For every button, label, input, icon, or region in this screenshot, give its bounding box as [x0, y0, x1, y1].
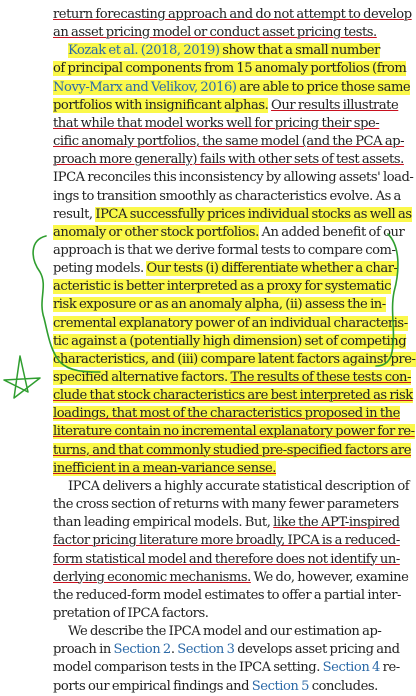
underlined-text: that while that model works well for pricing their spe- [53, 115, 380, 131]
underlined-text: derlying economic mechanisms. [53, 569, 251, 585]
text-line [53, 224, 405, 242]
text-line [53, 79, 411, 97]
text-line [53, 423, 415, 441]
highlighted-text: anomaly or other stock portfolios. [53, 224, 259, 240]
text-line [53, 188, 401, 206]
text-line [53, 514, 400, 532]
text-line [53, 333, 407, 351]
highlighted-text: are able to price those same [236, 79, 411, 95]
highlighted-text: turns, and that commonly studied pre-specified factors are [53, 442, 412, 458]
text-line [53, 133, 405, 151]
text-segment: We do, however, examine [250, 569, 409, 585]
text-line [53, 296, 393, 314]
highlighted-text: portfolios with insignificant alphas. [53, 97, 269, 113]
underlined-text: form statistical model and therefore does not identify un- [53, 551, 400, 567]
highlighted-text: Our tests (i) differentiate whether a char- [146, 261, 398, 277]
text-segment: ports our empirical findings and [53, 678, 252, 694]
text-line [53, 206, 412, 224]
underlined-text: an asset pricing model or conduct asset pricing tests. [53, 25, 377, 41]
citation-link[interactable]: Section 5 [251, 678, 310, 694]
highlighted-text: IPCA successfully prices individual stocks as well as [95, 206, 412, 222]
text-segment: An added benefit of our [258, 224, 405, 240]
text-segment: We describe the IPCA model and our estimation ap- [68, 624, 382, 640]
text-line [53, 678, 378, 696]
citation-link[interactable]: Kozak et al. (2018, 2019) [68, 43, 220, 59]
text-line [53, 60, 407, 78]
citation-link[interactable]: Section 2 [113, 642, 171, 658]
text-line [53, 569, 409, 587]
text-segment: re- [379, 660, 400, 676]
text-line [53, 442, 412, 460]
citation-link[interactable]: Section 4 [322, 660, 380, 676]
text-segment: peting models. [53, 261, 147, 277]
text-line [68, 623, 393, 641]
highlighted-text: clude that stock characteristics are best interpreted as risk [53, 388, 413, 404]
text-segment: . [170, 642, 178, 658]
text-line [53, 659, 400, 677]
highlighted-text: risk exposure or as an anomaly alpha, (ii) assess the in- [53, 297, 386, 313]
highlighted-text: cremental explanatory power of an individual characteris- [53, 315, 408, 331]
citation-link[interactable]: Section 3 [177, 642, 235, 658]
text-line [53, 278, 393, 296]
text-line [53, 605, 393, 623]
text-line [53, 641, 400, 659]
highlighted-text: characteristics, and (iii) compare latent factors against pre- [53, 351, 416, 367]
text-line [53, 551, 400, 569]
text-line [53, 97, 399, 115]
text-segment: pretation of IPCA factors. [53, 605, 209, 621]
highlighted-text: The results of these tests con- [230, 370, 411, 385]
underlined-text: factor pricing literature more broadly, IPCA is a reduced- [53, 533, 400, 549]
text-segment: the reduced-form model estimates to offer a partial inter- [53, 587, 401, 603]
text-line [53, 115, 393, 133]
underlined-text: Our results illustrate [271, 97, 399, 113]
text-segment: IPCA reconciles this inconsistency by allowing assets' load- [53, 170, 414, 186]
highlighted-text: of principal components from 15 anomaly portfolios (from [53, 61, 407, 77]
text-segment: ings to transition smoothly as characteristics evolve. As a [53, 188, 401, 204]
text-line [53, 169, 414, 187]
text-line [53, 460, 393, 478]
text-line [53, 351, 416, 369]
text-segment: model comparison tests in the IPCA setting. [53, 660, 323, 676]
text-line [53, 532, 400, 550]
text-line [53, 151, 404, 169]
highlighted-text: acteristic is better interpreted as a proxy for systematic [53, 279, 392, 295]
text-segment: IPCA delivers a highly accurate statistical description of [68, 478, 410, 494]
text-line [53, 6, 412, 24]
text-line [53, 24, 393, 42]
text-line [68, 42, 393, 60]
underlined-text: cific anomaly portfolios, the same model (and the PCA ap- [53, 134, 405, 150]
text-segment: result, [53, 206, 96, 222]
highlighted-text: specified alternative factors. [53, 370, 228, 385]
text-line [53, 587, 401, 605]
text-segment: concludes. [309, 678, 378, 694]
text-segment: develops asset pricing and [234, 642, 400, 658]
text-line [68, 478, 410, 496]
text-line [53, 405, 400, 423]
underlined-text: like the APT-inspired [273, 515, 400, 531]
highlighted-text: loadings, that most of the characteristics proposed in the [53, 406, 400, 422]
text-line [53, 496, 399, 514]
text-line [53, 260, 398, 278]
highlighted-text: literature contain no incremental explanatory power for re- [53, 424, 415, 440]
highlighted-text: show that a small number [219, 43, 380, 59]
citation-link[interactable]: Novy-Marx and Velikov, 2016) [53, 79, 237, 95]
text-line [53, 315, 408, 333]
text-segment: the cross section of returns with many fewer parameters [53, 497, 399, 513]
underlined-text: return forecasting approach and do not attempt to develop [53, 7, 412, 22]
text-segment: than leading empirical models. But, [53, 515, 274, 531]
green-star-icon [4, 356, 40, 398]
text-line [53, 242, 396, 260]
text-line [53, 369, 411, 387]
underlined-text: proach more generally) fails with other sets of test assets. [53, 152, 404, 168]
highlighted-text: inefficient in a mean-variance sense. [53, 460, 276, 476]
text-segment: approach is that we derive formal tests to compare com- [53, 242, 396, 258]
text-segment: proach in [53, 642, 114, 658]
text-line [53, 387, 413, 405]
highlighted-text: tic against a (potentially high dimension) set of competing [53, 333, 407, 349]
